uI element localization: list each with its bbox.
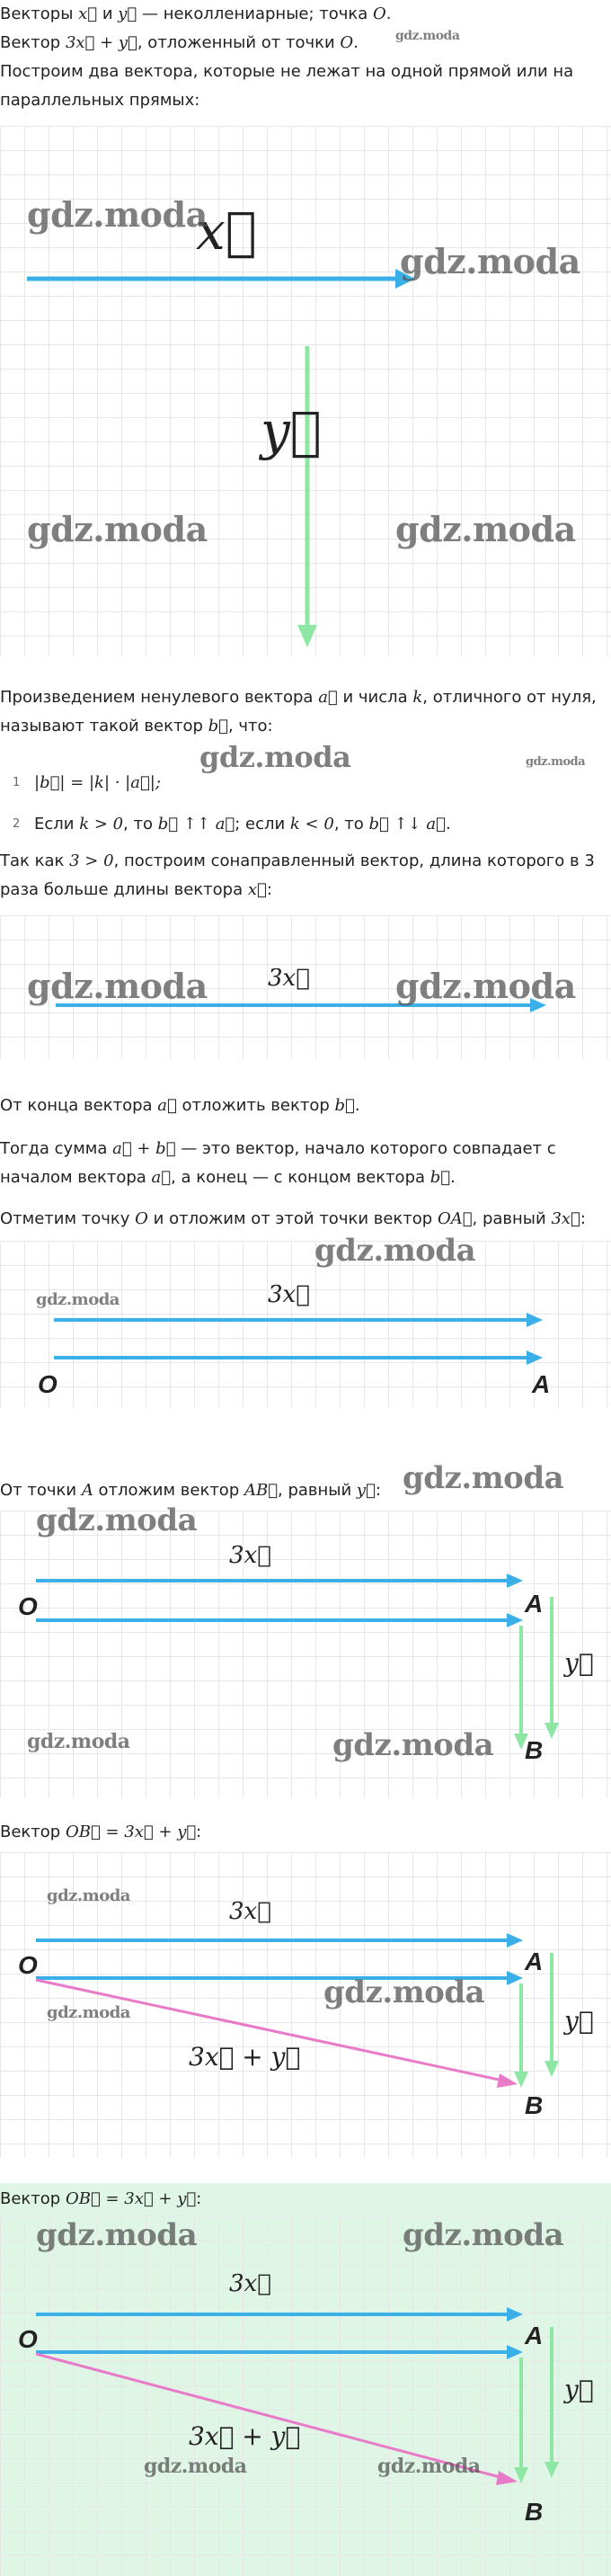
point-o-label: O (18, 1951, 38, 1979)
watermark: gdz.moda (400, 241, 580, 281)
text: От конца вектора (0, 1096, 158, 1115)
figure-6 (0, 2215, 611, 2576)
vector-x: x⃗ (247, 880, 267, 899)
vector-y-arrowhead (545, 2462, 559, 2478)
expression: b⃗ ↑↓ a⃗ (368, 815, 446, 833)
text: Отметим точку (0, 1209, 136, 1228)
vector-a: a⃗ (318, 688, 338, 707)
step-1 (0, 1205, 611, 1234)
list-number: 1 (13, 776, 21, 789)
text: , а конец — с концом вектора (171, 1168, 430, 1187)
answer (0, 2185, 611, 2214)
vector-oa-arrowhead (527, 1350, 543, 1365)
expression: k < 0 (289, 815, 334, 833)
text: Вектор (0, 2189, 66, 2208)
text: Вектор (0, 1823, 66, 1841)
k: k (412, 688, 423, 707)
point-o-label: O (18, 2325, 38, 2353)
point-b-label: B (525, 1736, 544, 1764)
expression: a⃗ + b⃗ (112, 1139, 176, 1158)
properties-list (0, 762, 611, 845)
text: : (580, 1209, 586, 1228)
watermark: gdz.moda (27, 966, 208, 1006)
intro-line-3: Построим два вектора, которые не лежат на одной прямой или на параллельных прямых: (0, 62, 574, 110)
text: : (196, 2189, 202, 2208)
vector-y-arrowhead (545, 2061, 559, 2077)
expression: 3 > 0 (69, 851, 114, 870)
watermark: gdz.moda (526, 755, 586, 769)
text: , то (333, 815, 369, 833)
text: От точки (0, 1481, 82, 1500)
step-3 (0, 1818, 611, 1847)
vector-y-label: y⃗ (564, 2375, 594, 2404)
property-1 (0, 762, 611, 804)
point-b-label: B (525, 2091, 544, 2119)
vector-y: y⃗ (118, 4, 137, 23)
point-o-label: O (38, 1370, 58, 1398)
vector-3x-label: 3x⃗ (229, 2270, 271, 2297)
vector-x-label: x⃗ (196, 201, 257, 262)
watermark: gdz.moda (27, 1730, 130, 1753)
text: , то (123, 815, 158, 833)
vector-b: b⃗ (334, 1096, 355, 1115)
expression: 3x⃗ (551, 1209, 580, 1228)
vector-a: a⃗ (157, 1096, 177, 1115)
vector-3x-label: 3x⃗ (229, 1898, 271, 1925)
vector-oa-arrowhead (507, 2345, 523, 2359)
watermark: gdz.moda (47, 2003, 130, 2022)
watermark: gdz.moda (403, 1460, 564, 1496)
text: Так как (0, 851, 70, 870)
watermark: gdz.moda (199, 740, 351, 774)
vector-y-arrowhead (297, 625, 317, 647)
point-a-label: A (525, 2322, 544, 2349)
vector-y-label: y⃗ (564, 1648, 594, 1678)
text: и числа (337, 688, 413, 707)
vector-y-label: y⃗ (261, 400, 322, 461)
expression: b⃗ ↑↑ a⃗ (157, 815, 235, 833)
text: : (375, 1481, 381, 1500)
text: Произведением ненулевого вектора (0, 688, 319, 707)
watermark: gdz.moda (395, 509, 576, 549)
point-o: O (135, 1209, 148, 1228)
watermark: gdz.moda (395, 966, 576, 1006)
watermark: gdz.moda (314, 1233, 476, 1269)
point-a-label: A (525, 1590, 544, 1618)
text: , равный (472, 1209, 552, 1228)
text: отложим вектор (93, 1481, 244, 1500)
text: — неколлениарные; точка (137, 4, 374, 23)
expression: OB⃗ = 3x⃗ + y⃗ (65, 1823, 197, 1841)
vector-y-label: y⃗ (564, 2006, 594, 2036)
point-a-label: A (532, 1370, 551, 1398)
text: . (353, 33, 359, 52)
point-a-label: A (525, 1948, 544, 1975)
rule-2 (0, 1135, 611, 1192)
text: Вектор (0, 33, 66, 52)
text: . (385, 4, 392, 23)
vector-3x-label: 3x⃗ (229, 1542, 271, 1569)
text: Векторы (0, 4, 79, 23)
point-o-label: O (18, 1592, 38, 1620)
text: , равный (278, 1481, 357, 1500)
intro-line-1 (0, 0, 611, 29)
figure-3 (0, 1241, 611, 1407)
watermark: gdz.moda (323, 1974, 485, 2010)
watermark: gdz.moda (27, 509, 208, 549)
watermark: gdz.moda (403, 2217, 564, 2253)
watermark: gdz.moda (144, 2455, 247, 2478)
point-b-label: B (525, 2498, 544, 2526)
vector-oa: OA⃗ (437, 1209, 473, 1228)
text: . (445, 815, 451, 833)
vector-ob-arrowhead (496, 2471, 518, 2485)
vector-3x-label: 3x⃗ (268, 965, 310, 992)
vector-b: b⃗ (429, 1168, 451, 1187)
point-a: A (81, 1481, 93, 1500)
expression: 3x⃗ + y⃗ (65, 33, 137, 52)
definition (0, 683, 611, 741)
vector-b: b⃗ (208, 717, 228, 735)
watermark: gdz.moda (332, 1727, 494, 1763)
vector-3x-arrowhead (507, 1933, 523, 1948)
vector-y: y⃗ (356, 1481, 376, 1500)
text: — это вектор, начало которого совпадает с началом вектора (0, 1139, 556, 1187)
watermark: gdz.moda (47, 1886, 130, 1905)
expression: OB⃗ = 3x⃗ + y⃗ (65, 2189, 197, 2208)
watermark: gdz.moda (36, 1290, 120, 1309)
intro-line-2 (0, 29, 611, 58)
text: , отложенный от точки (137, 33, 341, 52)
text: Если (34, 815, 80, 833)
expression: |b⃗| = |k| · |a⃗|; (34, 773, 161, 792)
text: : (196, 1823, 202, 1841)
text: , отличного от нуля, называют такой вектор (0, 688, 597, 735)
expression: k > 0 (79, 815, 124, 833)
vector-y-arrowhead (545, 1723, 559, 1739)
vector-oa-arrowhead (507, 1613, 523, 1627)
text: ; если (235, 815, 290, 833)
vector-3x-arrowhead (507, 1573, 523, 1588)
point-o: O (340, 33, 354, 52)
watermark: gdz.moda (36, 2217, 198, 2253)
watermark: gdz.moda (36, 1502, 198, 1538)
watermark: gdz.moda (377, 2455, 481, 2478)
point-o: O (373, 4, 386, 23)
text: отложить вектор (176, 1096, 335, 1115)
vector-x: x⃗ (78, 4, 98, 23)
text: , построим сонаправленный вектор, длина которого в 3 раза больше длины вектора (0, 851, 595, 899)
text: , что: (227, 717, 273, 735)
vector-ab: AB⃗ (244, 1481, 278, 1500)
since-paragraph (0, 847, 611, 905)
vector-oa-arrowhead (507, 1971, 523, 1985)
text: . (354, 1096, 360, 1115)
text: и отложим от этой точки вектор (147, 1209, 438, 1228)
vector-a: a⃗ (151, 1168, 172, 1187)
watermark: gdz.moda (395, 29, 460, 43)
vector-sum-label: 3x⃗ + y⃗ (189, 2042, 301, 2072)
text: . (450, 1168, 456, 1187)
vector-3x-arrowhead (527, 1313, 543, 1327)
watermark: gdz.moda (27, 194, 208, 235)
vector-3x-label: 3x⃗ (268, 1281, 310, 1308)
text: : (266, 880, 272, 899)
vector-sum-label: 3x⃗ + y⃗ (189, 2421, 301, 2451)
rule-1 (0, 1092, 611, 1120)
property-2 (0, 804, 611, 845)
text: и (97, 4, 119, 23)
list-number: 2 (13, 817, 21, 831)
vector-ob-arrowhead (497, 2073, 518, 2088)
text: Тогда сумма (0, 1139, 113, 1158)
vector-3x-arrowhead (507, 2307, 523, 2322)
